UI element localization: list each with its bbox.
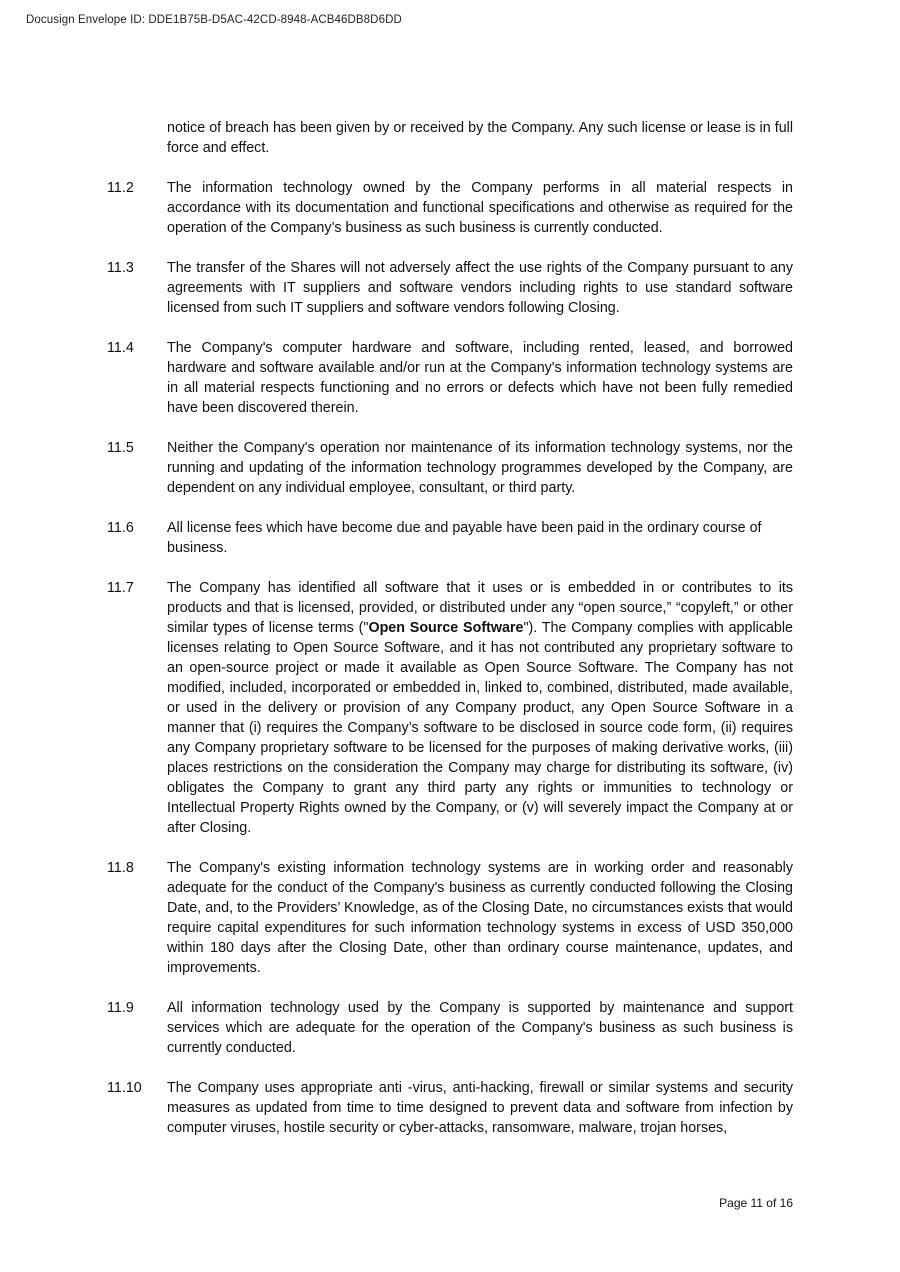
clause-number: 11.3 — [107, 260, 134, 276]
clause-text: All license fees which have become due and payable have been paid in the ordinary course of business. — [167, 520, 762, 556]
clause-text-after: "). The Company complies with applicable licenses relating to Open Source Software, and it has not contributed any proprietary software to an open-source project or made it available as Open Source Software. The Company has not modified, included, incorporated or embedded in, linked to, combined, distributed, made available, or used in the delivery or provision of any Company product, any Open Source Software in a manner that (i) requires the Company’s software to be disclosed in source code form, (ii) requires any Company proprietary software to be licensed for the purposes of making derivative works, (iii) places restrictions on the consideration the Company may charge for distributing its software, (iv) obligates the Company to grant any third party any rights or immunities to technology or Intellectual Property Rights owned by the Company, or (v) will severely impact the Company at or after Closing. — [167, 620, 793, 836]
clause-text: The information technology owned by the Company performs in all material respects in accordance with its documentation and functional specifications and otherwise as required for the operation of the Company’s business as such business is currently conducted. — [167, 180, 793, 236]
clause-text-before: The Company has identified all software that it uses or is embedded in or contributes to its products and that is licensed, provided, or distributed under any “open source,” “copyleft,” or other similar types of license terms (" — [167, 580, 793, 636]
clause-text: The Company uses appropriate anti -virus, anti-hacking, firewall or similar systems and security measures as updated from time to time designed to prevent data and software from infection by computer viruses, hostile security or cyber-attacks, ransomware, malware, trojan horses, — [167, 1080, 793, 1136]
clause-number: 11.7 — [107, 580, 134, 596]
clause-11-8 — [107, 858, 793, 978]
clause-number: 11.9 — [107, 1000, 134, 1016]
document-body — [107, 118, 793, 1158]
page-number: Page 11 of 16 — [719, 1196, 793, 1210]
clause-number: 11.2 — [107, 180, 134, 196]
clause-11-2 — [107, 178, 793, 238]
clause-text: Neither the Company's operation nor maintenance of its information technology systems, nor the running and updating of the information technology programmes developed by the Company, are dependent on any individual employee, consultant, or third party. — [167, 440, 793, 496]
clause-text — [167, 578, 793, 838]
clause-number: 11.5 — [107, 440, 134, 456]
clause-11-3 — [107, 258, 793, 318]
clause-11-4 — [107, 338, 793, 418]
clause-number: 11.4 — [107, 340, 134, 356]
clause-11-7 — [107, 578, 793, 838]
clause-number: 11.8 — [107, 860, 134, 876]
clause-11-6 — [107, 518, 793, 558]
defined-term: Open Source Software — [368, 620, 524, 636]
docusign-envelope-id: Docusign Envelope ID: DDE1B75B-D5AC-42CD-8948-ACB46DB8D6DD — [26, 14, 402, 26]
clause-text: All information technology used by the Company is supported by maintenance and support services which are adequate for the operation of the Company's business as such business is currently conducted. — [167, 1000, 793, 1056]
clause-11-9 — [107, 998, 793, 1058]
clause-text: The Company's computer hardware and software, including rented, leased, and borrowed hardware and software available and/or run at the Company's information technology systems are in all material respects functioning and no errors or defects which have not been fully remedied have been discovered therein. — [167, 340, 793, 416]
clause-number: 11.6 — [107, 520, 134, 536]
clause-text: The Company's existing information technology systems are in working order and reasonably adequate for the conduct of the Company's business as currently conducted following the Closing Date, and, to the Providers’ Knowledge, as of the Closing Date, no circumstances exists that would require capital expenditures for such information technology systems in excess of USD 350,000 within 180 days after the Closing Date, other than ordinary course maintenance, updates, and improvements. — [167, 860, 793, 976]
clause-11-10 — [107, 1078, 793, 1138]
clause-number: 11.10 — [107, 1080, 142, 1096]
continued-paragraph: notice of breach has been given by or received by the Company. Any such license or lease is in full force and effect. — [167, 120, 793, 156]
clause-11-5 — [107, 438, 793, 498]
clause-text: The transfer of the Shares will not adversely affect the use rights of the Company pursuant to any agreements with IT suppliers and software vendors including rights to use standard software licensed from such IT suppliers and software vendors following Closing. — [167, 260, 793, 316]
